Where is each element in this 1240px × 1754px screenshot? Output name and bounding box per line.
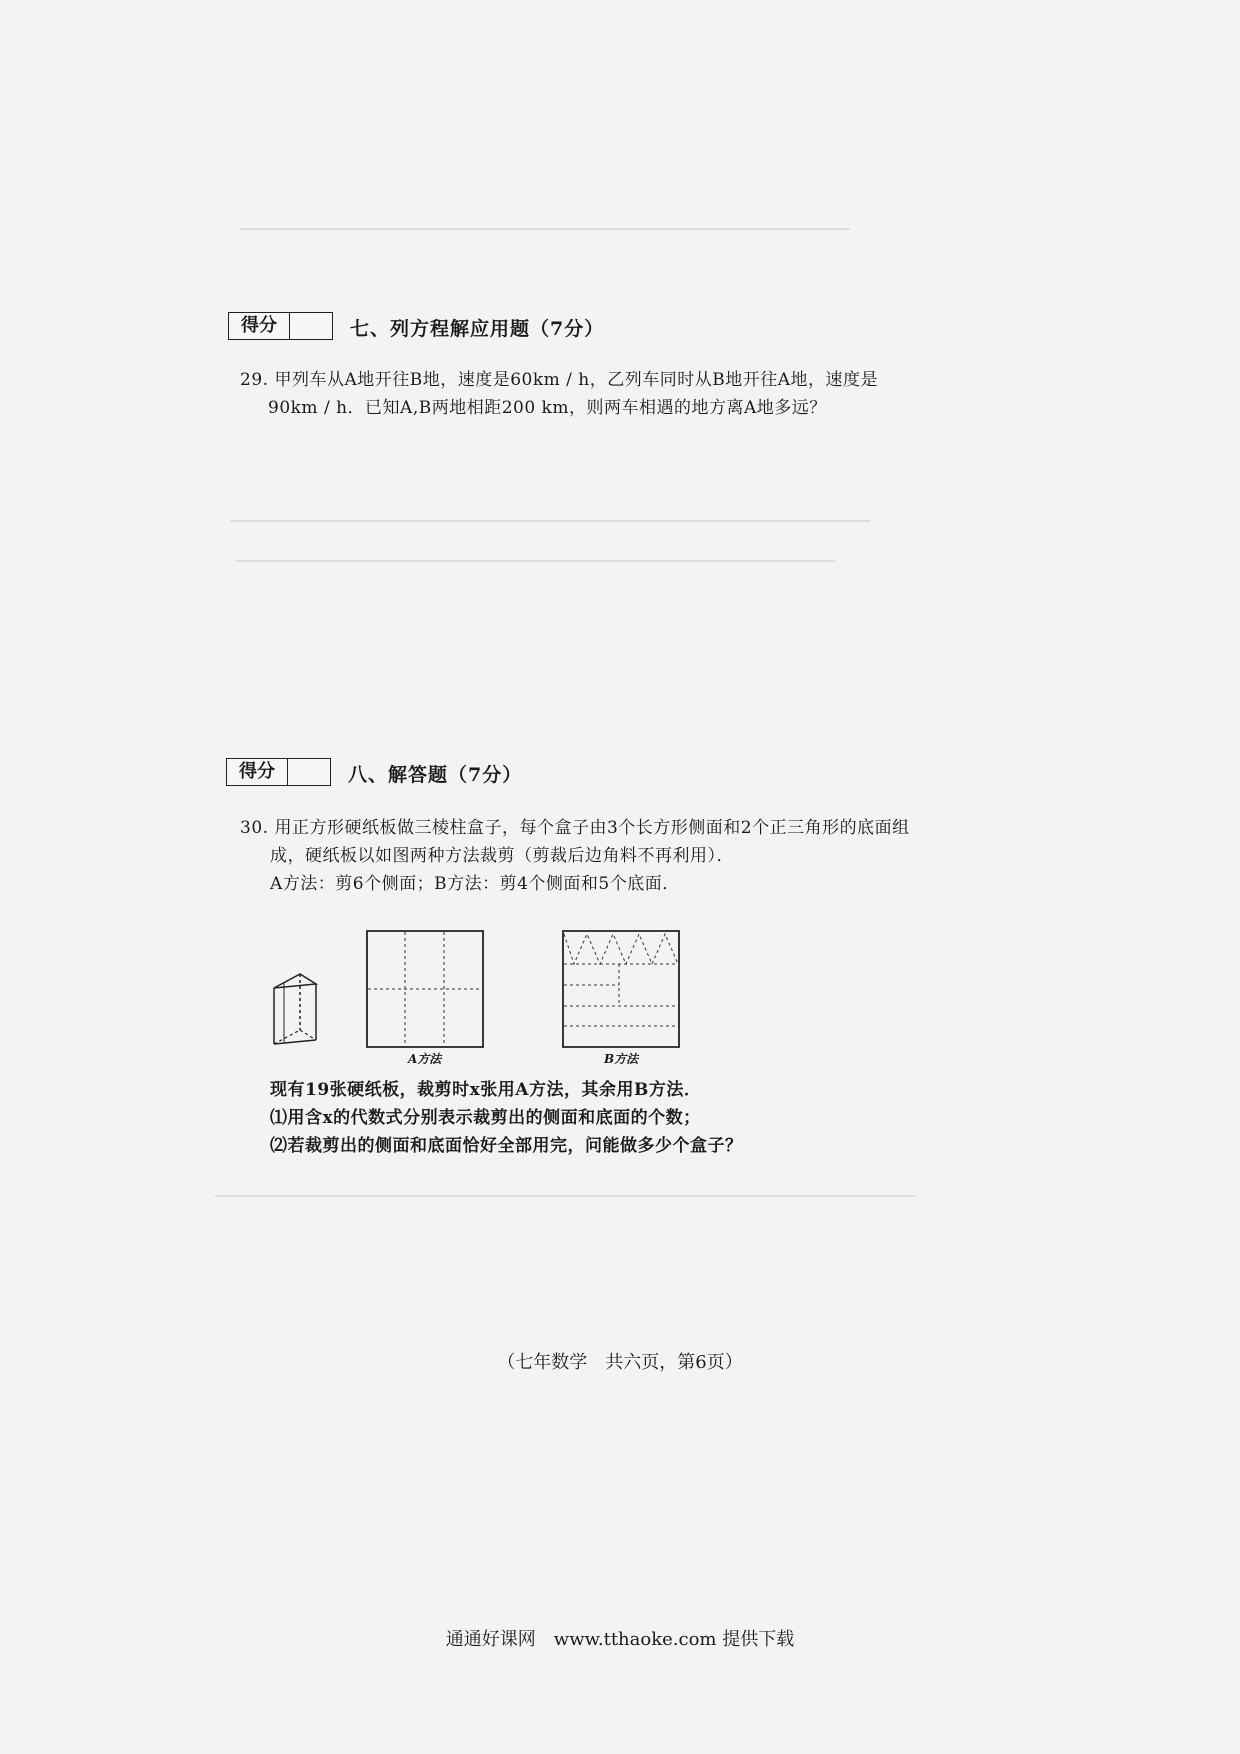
problem-30-line: 现有19张硬纸板，裁剪时x张用A方法，其余用B方法．	[270, 1080, 702, 1100]
section8-title: 八、解答题（7分）	[348, 764, 523, 786]
problem-30-line: 30. 用正方形硬纸板做三棱柱盒子，每个盒子由3个长方形侧面和2个正三角形的底面组	[240, 818, 910, 838]
site-footer: 通通好课网 www.tthaoke.com 提供下载	[445, 1629, 795, 1650]
question-2: ⑵若裁剪出的侧面和底面恰好全部用完，问能做多少个盒子？	[270, 1136, 743, 1156]
bleed-through-mark	[240, 228, 850, 230]
section7-title: 七、列方程解应用题（7分）	[350, 318, 605, 340]
page-footer: （七年数学 共六页，第6页）	[497, 1352, 743, 1373]
bleed-through-mark	[235, 560, 835, 562]
bleed-through-mark	[230, 520, 870, 522]
problem-29	[240, 366, 878, 422]
method-b-caption: B方法	[604, 1052, 639, 1066]
problem-30-line: 成，硬纸板以如图两种方法裁剪（剪裁后边角料不再利用）．	[270, 846, 734, 866]
problem-29-line: 90km / h．已知A,B两地相距200 km，则两车相遇的地方离A地多远？	[268, 398, 827, 418]
method-b-board	[562, 930, 680, 1048]
problem-30-questions	[270, 1076, 743, 1160]
score-blank[interactable]	[288, 759, 330, 785]
score-label: 得分	[227, 759, 288, 785]
bleed-through-mark	[215, 1195, 915, 1197]
score-label: 得分	[229, 313, 290, 339]
score-box-section7	[228, 312, 333, 340]
problem-30-line: A方法：剪6个侧面；B方法：剪4个侧面和5个底面．	[270, 874, 680, 894]
problem-29-line: 29. 甲列车从A地开往B地，速度是60km / h，乙列车同时从B地开往A地，速度是	[240, 370, 879, 390]
problem-30	[240, 814, 910, 898]
method-a-board	[366, 930, 484, 1048]
method-a-caption: A方法	[408, 1052, 442, 1066]
score-blank[interactable]	[290, 313, 332, 339]
question-1: ⑴用含x的代数式分别表示裁剪出的侧面和底面的个数；	[270, 1108, 701, 1128]
score-box-section8	[226, 758, 331, 786]
triangular-prism-figure	[270, 970, 320, 1050]
